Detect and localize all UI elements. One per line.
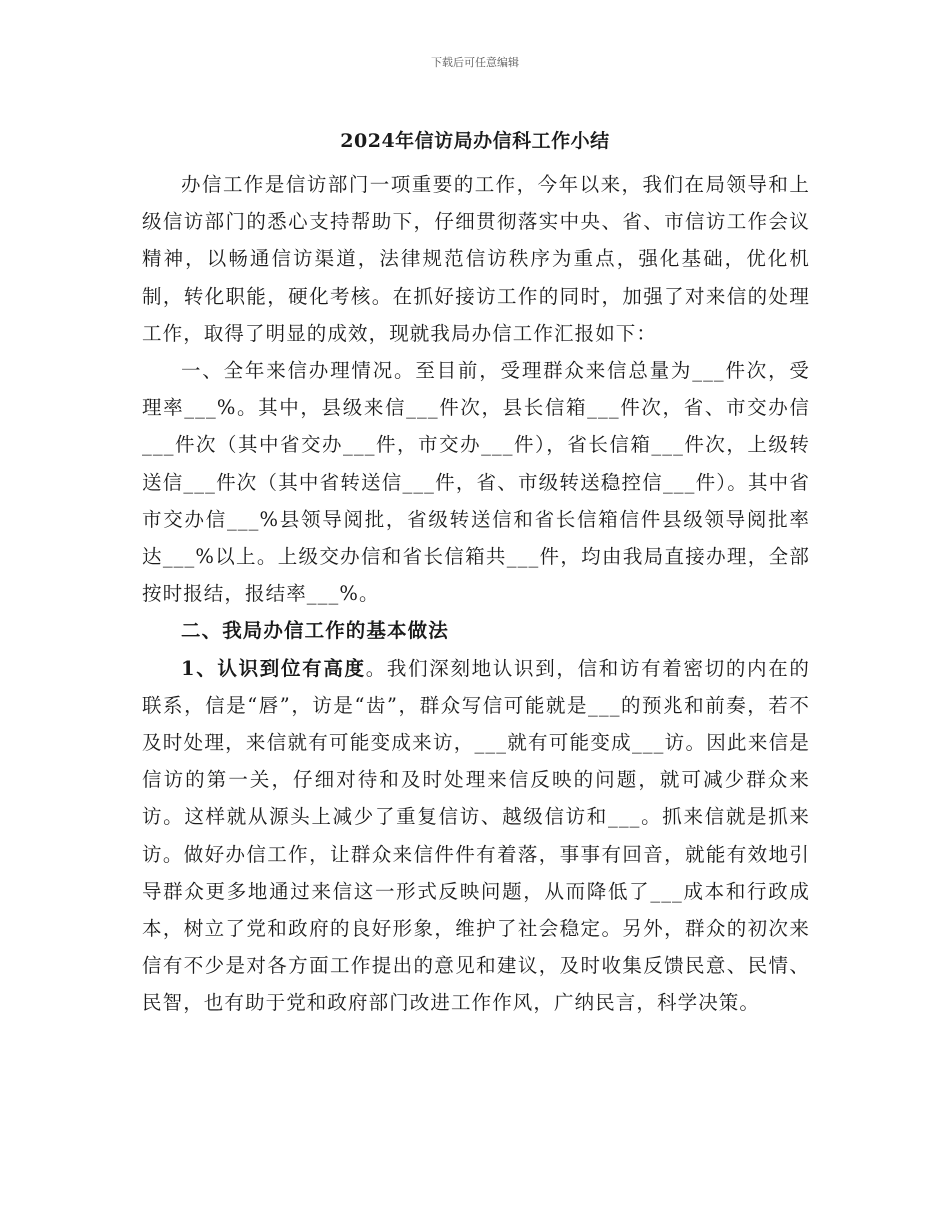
header-note: 下载后可任意编辑 — [431, 56, 519, 69]
section-1-paragraph: 一、全年来信办理情况。至目前，受理群众来信总量为___件次，受理率___%。其中，县级来信___件次，县长信箱___件次，省、市交办信___件次（其中省交办___件，市交办___件），省长信箱___件次，上级转送信___件次（其中省转送信___件，省、市级转送稳控信___件）。其中省市交办信___%县领导阅批，省级转送信和省长信箱信件县级领导阅批率达___%以上。上级交办信和省长信箱共___件，均由我局直接办理，全部按时报结，报结率___%。 — [142, 359, 810, 606]
item-1-text: 。我们深刻地认识到，信和访有着密切的内在的联系，信是“唇”，访是“齿”，群众写信可能就是___的预兆和前奏，若不及时处理，来信就有可能变成来访，___就有可能变成___访。因此来信是信访的第一关，仔细对待和及时处理来信反映的问题，就可减少群众来访。这样就从源头上减少了重复信访、越级信访和___。抓来信就是抓来访。做好办信工作，让群众来信件件有着落，事事有回音，就能有效地引导群众更多地通过来信这一形式反映问题，从而降低了___成本和行政成本，树立了党和政府的良好形象，维护了社会稳定。另外，群众的初次来信有不少是对各方面工作提出的意见和建议，及时收集反馈民意、民情、民智，也有助于党和政府部门改进工作作风，广纳民言，科学决策。 — [142, 656, 811, 1015]
document-title: 2024年信访局办信科工作小结 — [340, 130, 610, 152]
item-1-paragraph — [142, 650, 810, 1022]
intro-paragraph: 办信工作是信访部门一项重要的工作，今年以来，我们在局领导和上级信访部门的悉心支持帮助下，仔细贯彻落实中央、省、市信访工作会议精神，以畅通信访渠道，法律规范信访秩序为重点，强化基础，优化机制，转化职能，硬化考核。在抓好接访工作的同时，加强了对来信的处理工作，取得了明显的成效，现就我局办信工作汇报如下： — [142, 173, 810, 345]
document-body — [142, 166, 810, 1022]
item-1-lead: 1、认识到位有高度 — [181, 656, 366, 680]
section-2-heading: 二、我局办信工作的基本做法 — [181, 619, 449, 643]
